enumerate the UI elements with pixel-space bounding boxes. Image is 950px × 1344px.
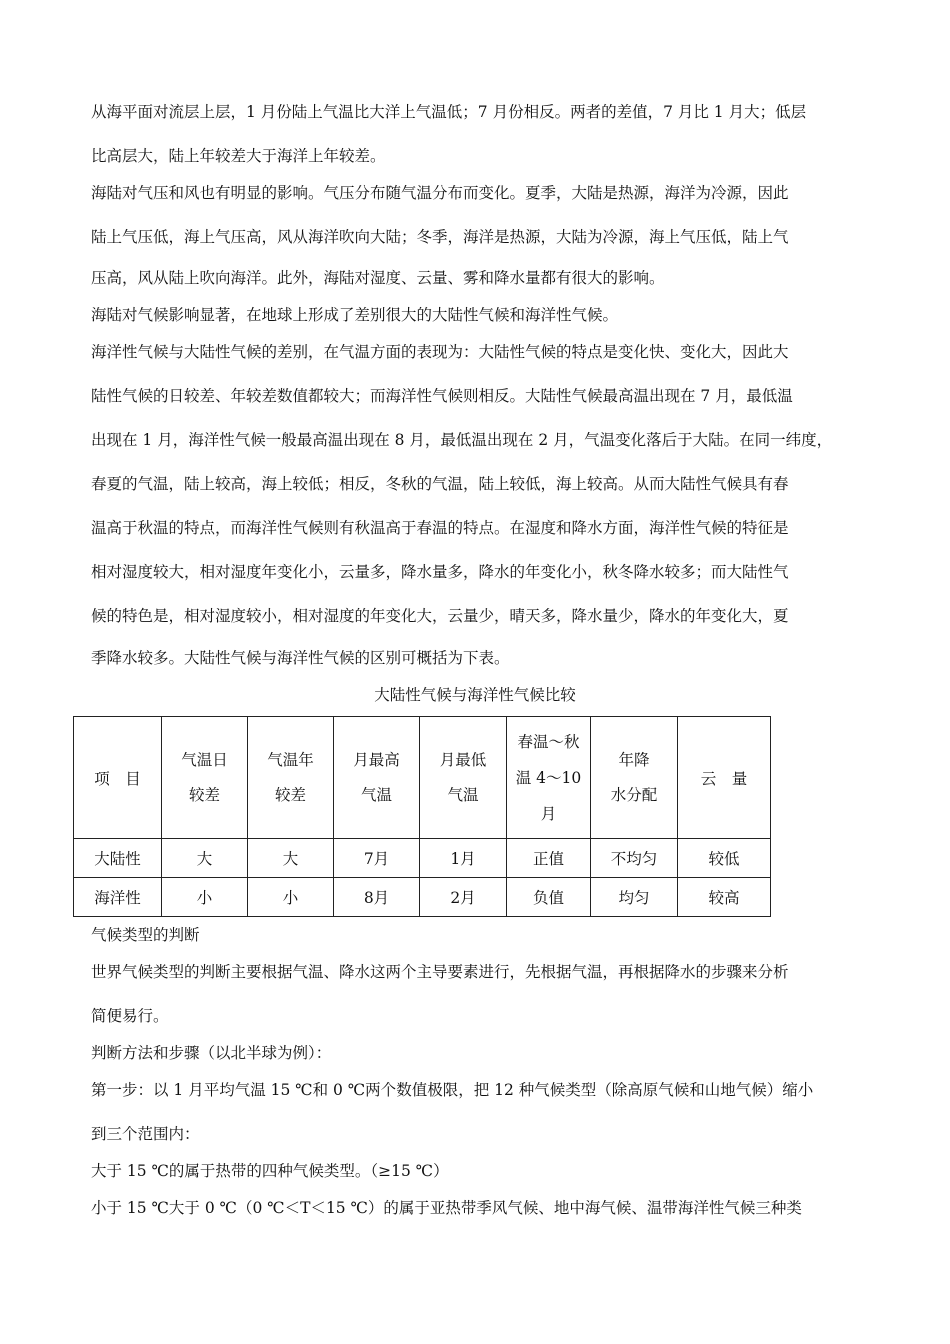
table-cell: 大 <box>162 839 248 878</box>
table-row <box>74 878 771 917</box>
text-line: 季降水较多。大陆性气候与海洋性气候的区别可概括为下表。 <box>91 649 510 667</box>
text-line: 海陆对气压和风也有明显的影响。气压分布随气温分布而变化。夏季，大陆是热源，海洋为冷源，因此 <box>91 184 789 202</box>
text-line: 候的特色是，相对湿度较小，相对湿度的年变化大，云量少，晴天多，降水量少，降水的年变化大，夏 <box>91 607 789 625</box>
table-row <box>74 839 771 878</box>
table-cell: 2月 <box>420 878 507 917</box>
text-line: 判断方法和步骤（以北半球为例）： <box>91 1044 332 1062</box>
header-cell: 春温～秋 温 4～10 月 <box>507 717 591 839</box>
header-cell: 云 量 <box>678 717 771 839</box>
text-line: 从海平面对流层上层，1 月份陆上气温比大洋上气温低；7 月份相反。两者的差值，7 月比 1 月大；低层 <box>91 103 807 121</box>
text-line: 海洋性气候与大陆性气候的差别，在气温方面的表现为：大陆性气候的特点是变化快、变化大，因此大 <box>91 343 789 361</box>
header-cell: 气温年 较差 <box>248 717 334 839</box>
text-line: 第一步：以 1 月平均气温 15 ℃和 0 ℃两个数值极限，把 12 种气候类型（除高原气候和山地气候）缩小 <box>91 1081 814 1099</box>
header-cell: 气温日 较差 <box>162 717 248 839</box>
text-line: 海陆对气候影响显著，在地球上形成了差别很大的大陆性气候和海洋性气候。 <box>91 306 619 324</box>
table-cell: 1月 <box>420 839 507 878</box>
text-line: 小于 15 ℃大于 0 ℃（0 ℃＜T＜15 ℃）的属于亚热带季风气候、地中海气候、温带海洋性气候三种类 <box>91 1199 802 1217</box>
table-cell: 小 <box>162 878 248 917</box>
table-cell: 海洋性 <box>74 878 162 917</box>
text-line: 大于 15 ℃的属于热带的四种气候类型。（≥15 ℃） <box>91 1162 449 1180</box>
text-line: 压高，风从陆上吹向海洋。此外，海陆对湿度、云量、雾和降水量都有很大的影响。 <box>91 269 665 287</box>
text-line: 相对湿度较大，相对湿度年变化小，云量多，降水量多，降水的年变化小，秋冬降水较多；而大陆性气 <box>91 563 789 581</box>
table-title: 大陆性气候与海洋性气候比较 <box>374 686 576 704</box>
header-cell: 年降 水分配 <box>591 717 678 839</box>
text-line: 温高于秋温的特点，而海洋性气候则有秋温高于春温的特点。在湿度和降水方面，海洋性气候的特征是 <box>91 519 789 537</box>
text-line: 世界气候类型的判断主要根据气温、降水这两个主导要素进行，先根据气温，再根据降水的步骤来分析 <box>91 963 789 981</box>
table-cell: 大陆性 <box>74 839 162 878</box>
header-cell: 项 目 <box>74 717 162 839</box>
table-cell: 负值 <box>507 878 591 917</box>
header-cell: 月最低 气温 <box>420 717 507 839</box>
section-heading: 气候类型的判断 <box>91 926 200 944</box>
table-header-row <box>74 717 771 839</box>
text-line: 比高层大，陆上年较差大于海洋上年较差。 <box>91 147 386 165</box>
table-cell: 不均匀 <box>591 839 678 878</box>
text-line: 陆性气候的日较差、年较差数值都较大；而海洋性气候则相反。大陆性气候最高温出现在 7 月，最低温 <box>91 387 793 405</box>
table-cell: 小 <box>248 878 334 917</box>
text-line: 到三个范围内： <box>91 1125 200 1143</box>
text-line: 陆上气压低，海上气压高，风从海洋吹向大陆；冬季，海洋是热源，大陆为冷源，海上气压低，陆上气 <box>91 228 789 246</box>
header-cell: 月最高 气温 <box>334 717 420 839</box>
text-line: 简便易行。 <box>91 1007 169 1025</box>
table-cell: 7月 <box>334 839 420 878</box>
table-cell: 较高 <box>678 878 771 917</box>
comparison-table <box>73 716 771 917</box>
table-cell: 8月 <box>334 878 420 917</box>
table-cell: 均匀 <box>591 878 678 917</box>
table-cell: 较低 <box>678 839 771 878</box>
text-line: 出现在 1 月，海洋性气候一般最高温出现在 8 月，最低温出现在 2 月，气温变化落后于大陆。在同一纬度， <box>91 431 833 449</box>
table-cell: 大 <box>248 839 334 878</box>
table-cell: 正值 <box>507 839 591 878</box>
text-line: 春夏的气温，陆上较高，海上较低；相反，冬秋的气温，陆上较低，海上较高。从而大陆性气候具有春 <box>91 475 789 493</box>
